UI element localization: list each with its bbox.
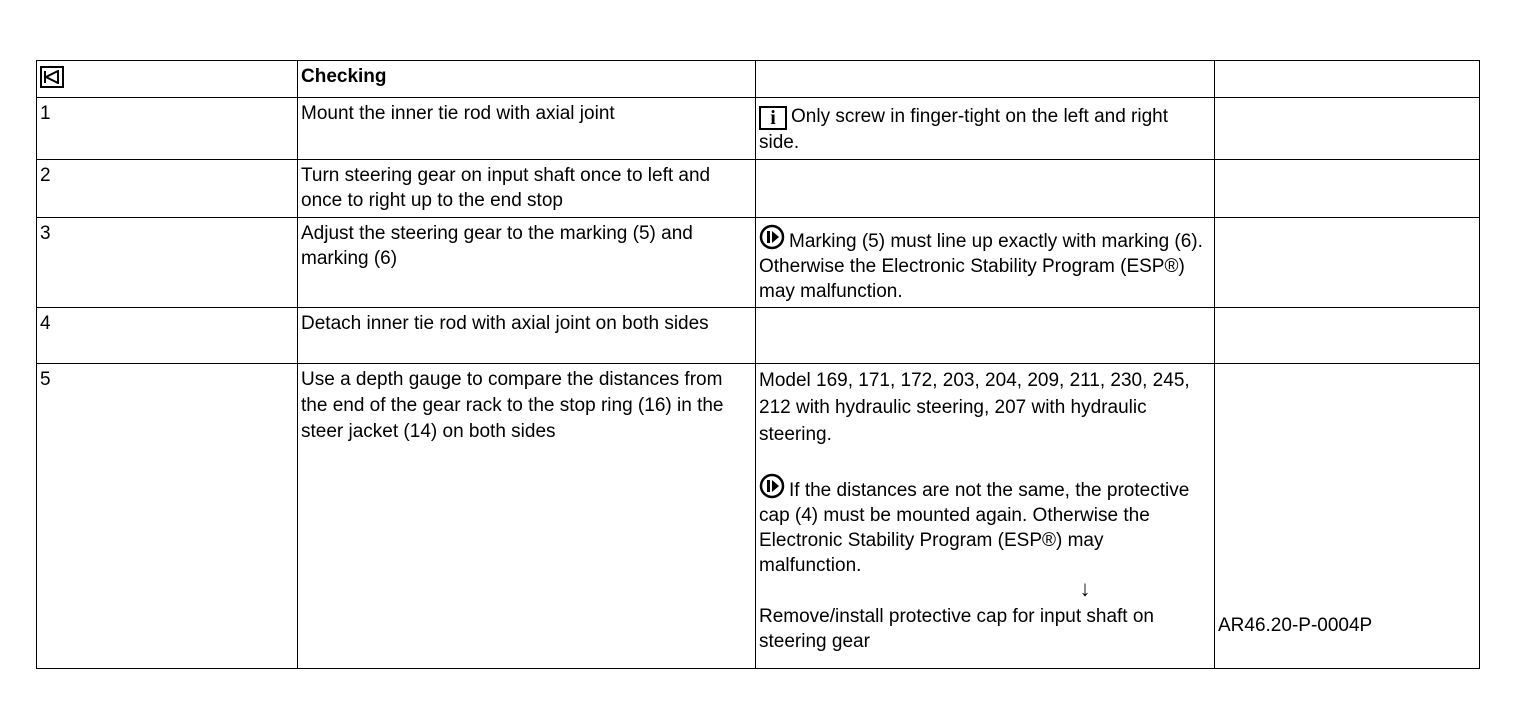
header-empty-4	[1215, 61, 1480, 98]
model-note: Model 169, 171, 172, 203, 204, 209, 211, 230, 245, 212 with hydraulic steering, 207 with hydraulic steering.	[759, 370, 1190, 445]
table-row	[37, 364, 1480, 669]
step-number: 1	[37, 98, 298, 160]
step-ref-empty	[1215, 218, 1480, 308]
step-ref-empty	[1215, 98, 1480, 160]
step-note-empty	[756, 160, 1215, 218]
step-note	[756, 364, 1215, 669]
warning-text: If the distances are not the same, the protective cap (4) must be mounted again. Otherwise the Electronic Stability Program (ESP®) may malfunction.	[759, 480, 1190, 576]
info-icon: i	[759, 106, 787, 130]
reference-id[interactable]: AR46.20-P-0004P	[1218, 615, 1373, 636]
warning-note	[759, 473, 1211, 578]
step-text: Turn steering gear on input shaft once to left and once to right up to the end stop	[298, 160, 756, 218]
step-number: 4	[37, 308, 298, 364]
reference-link-text[interactable]: Remove/install protective cap for input shaft on steering gear	[759, 606, 1154, 652]
reference-id-cell	[1215, 364, 1480, 669]
step-text: Adjust the steering gear to the marking (5) and marking (6)	[298, 218, 756, 308]
step-number: 5	[37, 364, 298, 669]
table-row	[37, 160, 1480, 218]
step-ref-empty	[1215, 308, 1480, 364]
back-arrow-icon[interactable]	[40, 66, 64, 88]
step-text: Detach inner tie rod with axial joint on both sides	[298, 308, 756, 364]
step-note-empty	[756, 308, 1215, 364]
table-header-row	[37, 61, 1480, 98]
header-title: Checking	[298, 61, 756, 98]
down-arrow-icon: ↓	[1079, 576, 1091, 601]
note-icon	[759, 224, 785, 250]
header-empty-3	[756, 61, 1215, 98]
note-icon	[759, 473, 785, 499]
step-text: Mount the inner tie rod with axial joint	[298, 98, 756, 160]
step-number: 3	[37, 218, 298, 308]
checking-table	[36, 60, 1480, 669]
header-icon-cell	[37, 61, 298, 98]
step-note	[756, 218, 1215, 308]
step-number: 2	[37, 160, 298, 218]
table-row	[37, 98, 1480, 160]
step-ref-empty	[1215, 160, 1480, 218]
table-row	[37, 308, 1480, 364]
step-note	[756, 98, 1215, 160]
note-text: Marking (5) must line up exactly with marking (6). Otherwise the Electronic Stability Program (ESP®) may malfunction.	[759, 231, 1203, 302]
step-text: Use a depth gauge to compare the distances from the end of the gear rack to the stop ring (16) in the steer jacket (14) on both sides	[298, 364, 756, 669]
table-row	[37, 218, 1480, 308]
note-text: Only screw in finger-tight on the left and right side.	[759, 106, 1169, 153]
